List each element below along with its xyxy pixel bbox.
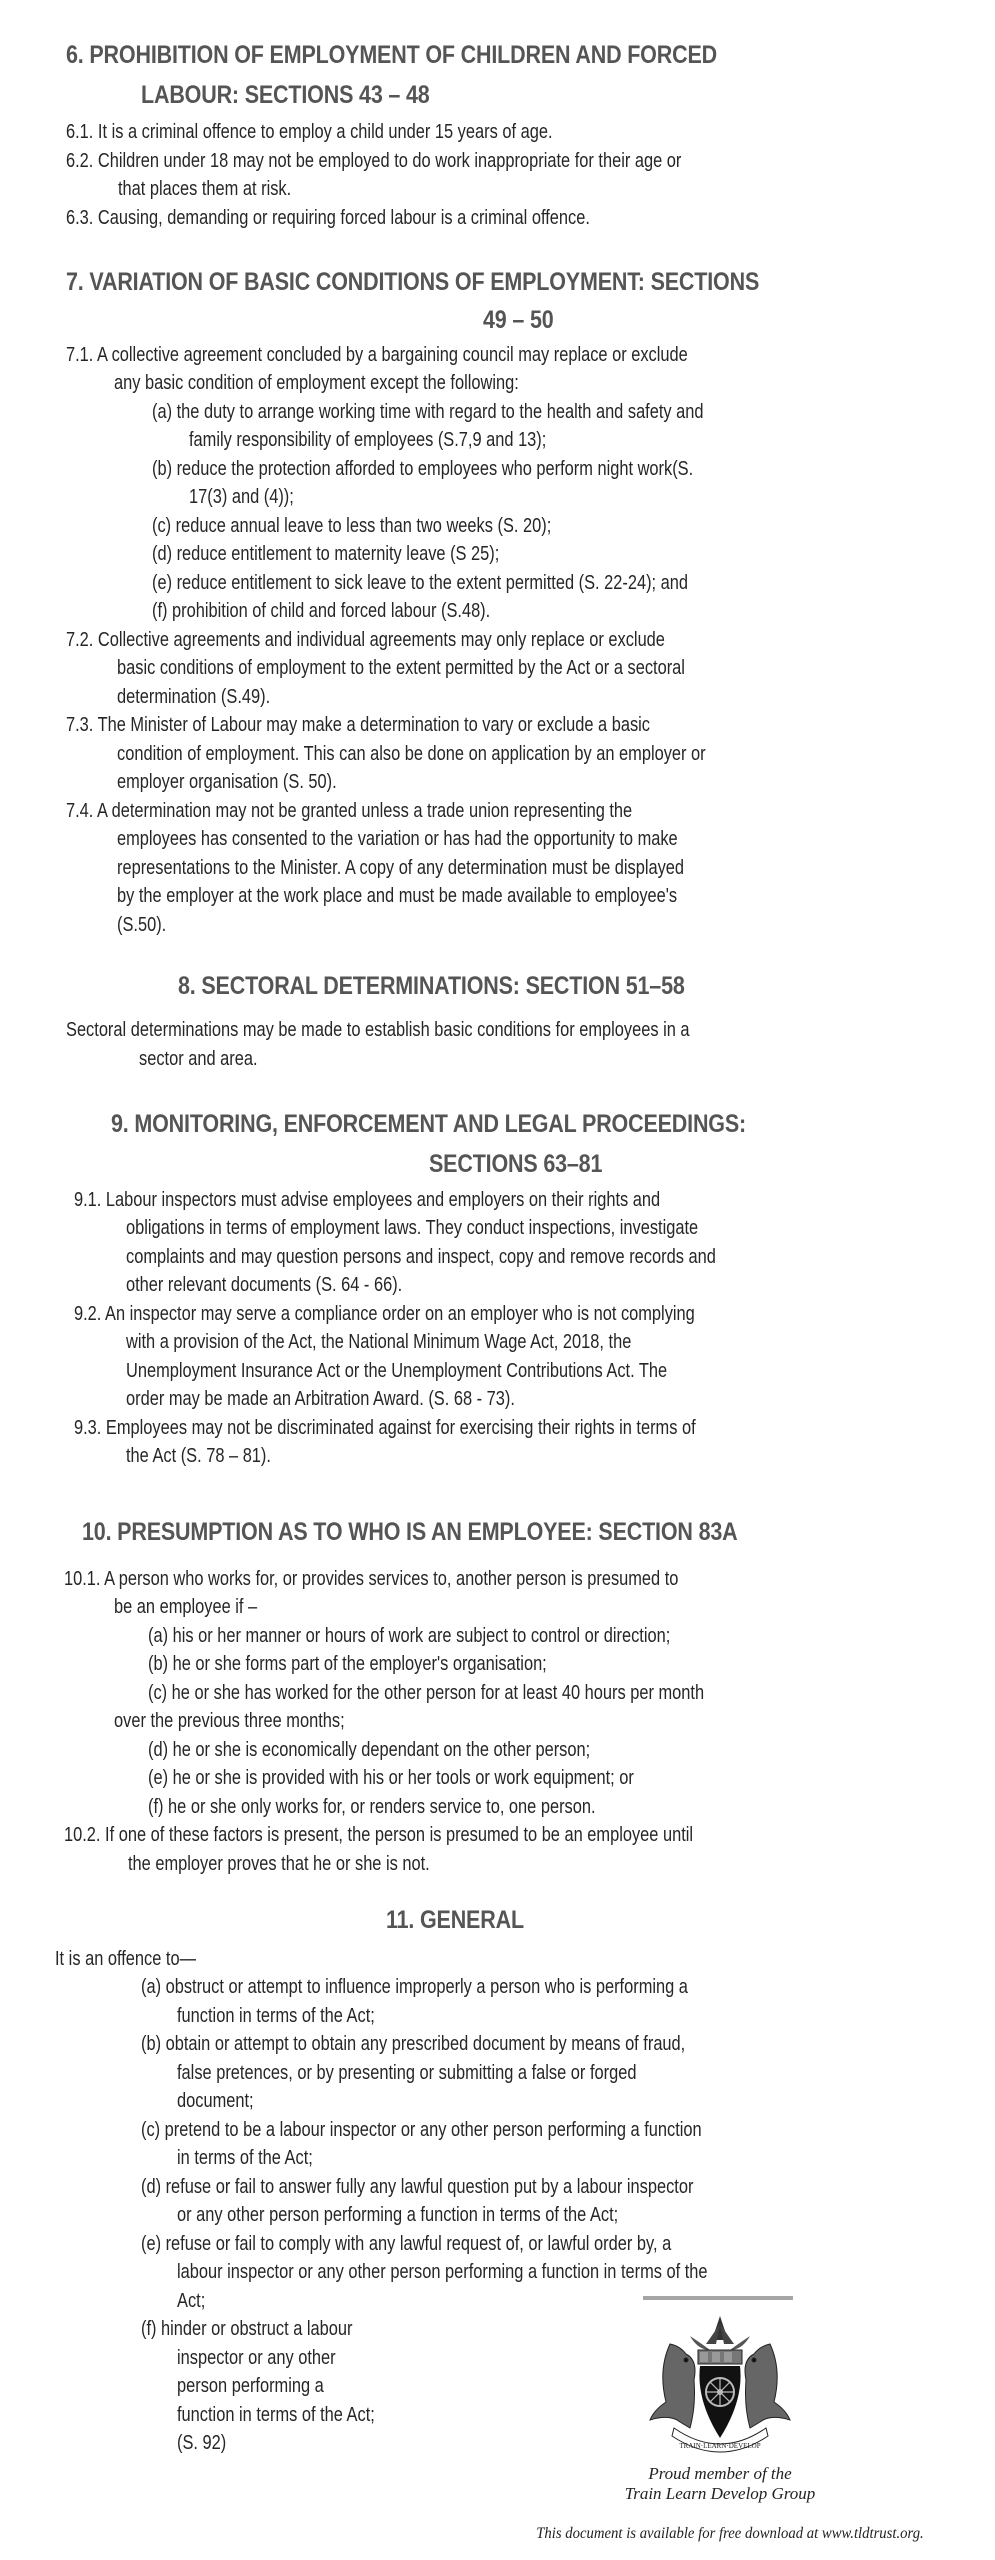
section-11-intro: It is an offence to— <box>55 1948 197 1970</box>
section-11-item: (a) obstruct or attempt to influence improperly a person who is performing a <box>141 1976 688 1998</box>
section-7-line: 7.4. A determination may not be granted unless a trade union representing the <box>66 800 633 822</box>
section-6-item: 6.2. Children under 18 may not be employed to do work inappropriate for their age or <box>66 150 682 172</box>
section-11-item: (c) pretend to be a labour inspector or any other person performing a function <box>141 2119 702 2141</box>
section-9-heading: 9. MONITORING, ENFORCEMENT AND LEGAL PROCEEDINGS: <box>111 1110 747 1138</box>
section-11-item-cont: (S. 92) <box>177 2432 227 2454</box>
section-11-item-cont: labour inspector or any other person performing a function in terms of the <box>177 2261 708 2283</box>
section-7-line-cont: determination (S.49). <box>117 686 271 708</box>
protea-icon <box>690 2316 750 2350</box>
section-11-item: (f) hinder or obstruct a labour <box>141 2318 353 2340</box>
section-10-line-cont: the employer proves that he or she is not. <box>128 1853 430 1875</box>
section-10-line: 10.1. A person who works for, or provides services to, another person is presumed to <box>64 1568 679 1590</box>
section-7-subitem: (f) prohibition of child and forced labour (S.48). <box>152 600 491 622</box>
section-11-item-cont: in terms of the Act; <box>177 2147 313 2169</box>
section-11-item-cont: document; <box>177 2090 254 2112</box>
griffin-right-icon <box>745 2344 790 2428</box>
section-7-line: 7.3. The Minister of Labour may make a determination to vary or exclude a basic <box>66 714 651 736</box>
section-11-heading: 11. GENERAL <box>386 1906 524 1934</box>
tld-crest-logo <box>640 2310 800 2460</box>
section-7-line-cont: (S.50). <box>117 914 167 936</box>
section-10-subitem: (f) he or she only works for, or renders service to, one person. <box>148 1796 596 1818</box>
section-10-subitem: (b) he or she forms part of the employer's organisation; <box>148 1653 547 1675</box>
section-10-subitem-cont: over the previous three months; <box>114 1710 345 1732</box>
section-8-line: Sectoral determinations may be made to establish basic conditions for employees in a <box>66 1019 690 1041</box>
section-9-line: 9.1. Labour inspectors must advise employees and employers on their rights and <box>74 1189 661 1211</box>
section-11-item-cont: Act; <box>177 2290 206 2312</box>
section-11-item-cont: false pretences, or by presenting or submitting a false or forged <box>177 2062 637 2084</box>
section-6-item: 6.1. It is a criminal offence to employ a child under 15 years of age. <box>66 121 553 143</box>
section-7-line-cont: employees has consented to the variation or has had the opportunity to make <box>117 828 678 850</box>
section-11-item: (b) obtain or attempt to obtain any prescribed document by means of fraud, <box>141 2033 686 2055</box>
section-9-heading-cont: SECTIONS 63–81 <box>429 1150 603 1178</box>
section-6-item: 6.3. Causing, demanding or requiring forced labour is a criminal offence. <box>66 207 590 229</box>
section-7-line-cont: representations to the Minister. A copy of any determination must be displayed <box>117 857 685 879</box>
section-10-heading: 10. PRESUMPTION AS TO WHO IS AN EMPLOYEE: SECTION 83A <box>82 1518 738 1546</box>
griffin-left-icon <box>650 2344 695 2428</box>
section-10-subitem: (e) he or she is provided with his or her tools or work equipment; or <box>148 1767 634 1789</box>
section-8-line-cont: sector and area. <box>139 1048 258 1070</box>
section-7-subitem-cont: family responsibility of employees (S.7,9 and 13); <box>189 429 547 451</box>
section-9-line-cont: obligations in terms of employment laws. They conduct inspections, investigate <box>126 1217 699 1239</box>
section-7-line: 7.2. Collective agreements and individual agreements may only replace or exclude <box>66 629 665 651</box>
section-9-line: 9.3. Employees may not be discriminated against for exercising their rights in terms of <box>74 1417 696 1439</box>
section-7-heading-cont: 49 – 50 <box>483 306 554 334</box>
section-7-heading: 7. VARIATION OF BASIC CONDITIONS OF EMPLOYMENT: SECTIONS <box>66 268 760 296</box>
section-7-subitem: (e) reduce entitlement to sick leave to the extent permitted (S. 22-24); and <box>152 572 689 594</box>
section-7-subitem: (d) reduce entitlement to maternity leave (S 25); <box>152 543 500 565</box>
section-6-heading: 6. PROHIBITION OF EMPLOYMENT OF CHILDREN AND FORCED <box>66 41 717 69</box>
wheel-icon <box>706 2378 734 2406</box>
section-10-subitem: (c) he or she has worked for the other person for at least 40 hours per month <box>148 1682 705 1704</box>
section-9-line: 9.2. An inspector may serve a compliance order on an employer who is not complying <box>74 1303 695 1325</box>
section-6-heading-cont: LABOUR: SECTIONS 43 – 48 <box>141 81 430 109</box>
section-11-item-cont: inspector or any other <box>177 2347 336 2369</box>
section-8-heading: 8. SECTORAL DETERMINATIONS: SECTION 51–58 <box>178 972 685 1000</box>
section-9-line-cont: Unemployment Insurance Act or the Unemployment Contributions Act. The <box>126 1360 668 1382</box>
section-10-line-cont: be an employee if – <box>114 1596 258 1618</box>
section-10-subitem: (d) he or she is economically dependant on the other person; <box>148 1739 591 1761</box>
section-9-line-cont: complaints and may question persons and inspect, copy and remove records and <box>126 1246 716 1268</box>
section-7-line-cont: by the employer at the work place and must be made available to employee's <box>117 885 678 907</box>
section-10-line: 10.2. If one of these factors is present, the person is presumed to be an employee until <box>64 1824 694 1846</box>
section-9-line-cont: with a provision of the Act, the National Minimum Wage Act, 2018, the <box>126 1331 632 1353</box>
member-line-2: Train Learn Develop Group <box>624 2484 816 2503</box>
section-7-subitem: (c) reduce annual leave to less than two weeks (S. 20); <box>152 515 552 537</box>
section-11-item-cont: person performing a <box>177 2375 324 2397</box>
section-7-line-cont: condition of employment. This can also be done on application by an employer or <box>117 743 706 765</box>
crest-motto: TRAIN·LEARN·DEVELOP <box>679 2442 761 2450</box>
member-line-1: Proud member of the <box>648 2464 792 2483</box>
section-7-line-cont: employer organisation (S. 50). <box>117 771 337 793</box>
section-11-item-cont: or any other person performing a function in terms of the Act; <box>177 2204 619 2226</box>
section-9-line-cont: the Act (S. 78 – 81). <box>126 1445 271 1467</box>
section-11-item-cont: function in terms of the Act; <box>177 2404 375 2426</box>
section-11-item: (e) refuse or fail to comply with any lawful request of, or lawful order by, a <box>141 2233 672 2255</box>
section-7-subitem-cont: 17(3) and (4)); <box>189 486 294 508</box>
section-7-subitem: (b) reduce the protection afforded to employees who perform night work(S. <box>152 458 694 480</box>
section-9-line-cont: order may be made an Arbitration Award. (S. 68 - 73). <box>126 1388 515 1410</box>
download-note: This document is available for free download at www.tldtrust.org. <box>536 2525 924 2542</box>
section-7-line: 7.1. A collective agreement concluded by a bargaining council may replace or exclude <box>66 344 688 366</box>
section-7-subitem: (a) the duty to arrange working time with regard to the health and safety and <box>152 401 704 423</box>
section-6-item-cont: that places them at risk. <box>118 178 292 200</box>
section-9-line-cont: other relevant documents (S. 64 - 66). <box>126 1274 403 1296</box>
divider-rule <box>643 2296 793 2300</box>
section-11-item-cont: function in terms of the Act; <box>177 2005 375 2027</box>
section-7-line-cont: basic conditions of employment to the extent permitted by the Act or a sectoral <box>117 657 685 679</box>
section-11-item: (d) refuse or fail to answer fully any lawful question put by a labour inspector <box>141 2176 694 2198</box>
section-10-subitem: (a) his or her manner or hours of work are subject to control or direction; <box>148 1625 671 1647</box>
section-7-line: any basic condition of employment except the following: <box>114 372 519 394</box>
